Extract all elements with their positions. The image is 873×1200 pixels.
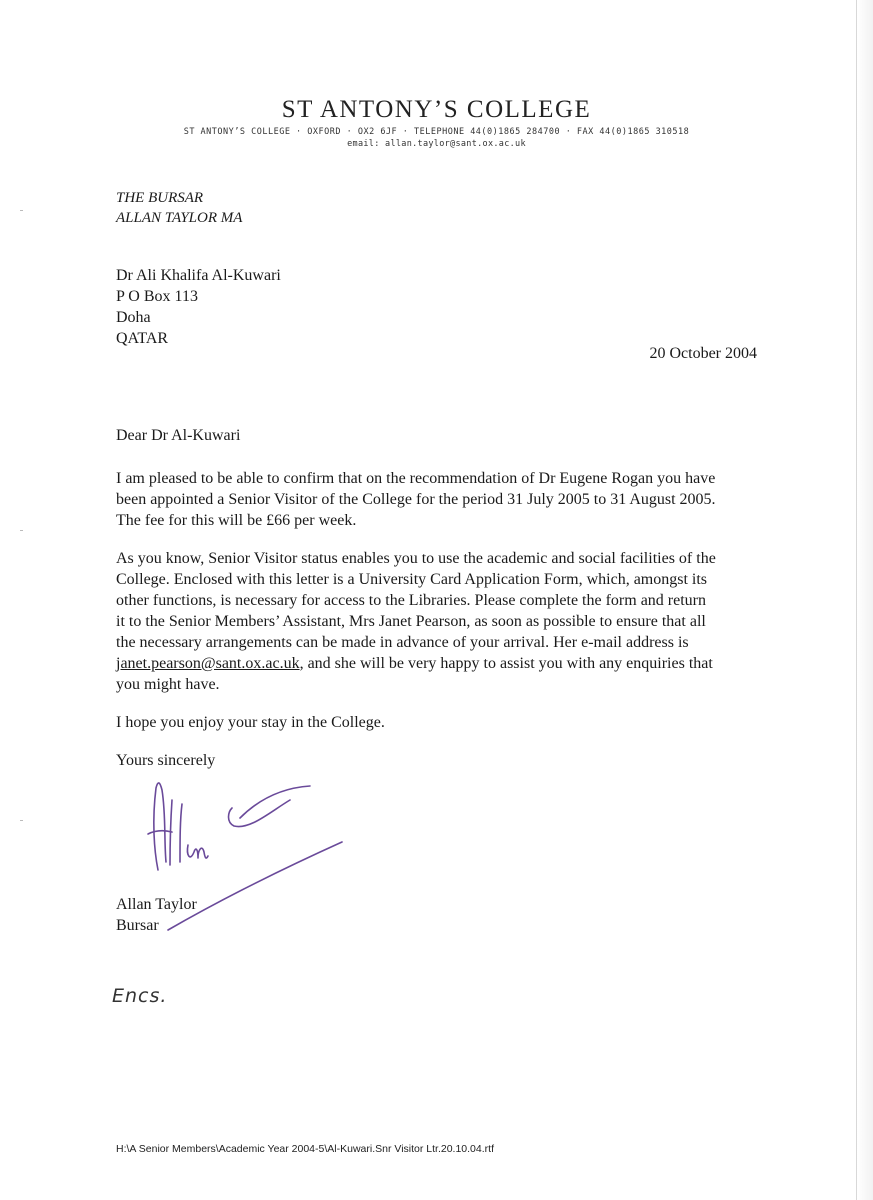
body-line: As you know, Senior Visitor status enables you to use the academic and social facilities of the — [116, 550, 716, 567]
body-line: College. Enclosed with this letter is a University Card Application Form, which, amongst its — [116, 571, 708, 588]
footer-file-path: H:\A Senior Members\Academic Year 2004-5\Al-Kuwari.Snr Visitor Ltr.20.10.04.rtf — [116, 1143, 494, 1155]
body-line: the necessary arrangements can be made in advance of your arrival. Her e-mail address is — [116, 634, 689, 651]
sender-name: ALLAN TAYLOR MA — [116, 210, 243, 226]
body-line-with-link — [116, 653, 759, 674]
body-line: been appointed a Senior Visitor of the College for the period 31 July 2005 to 31 August 2005. — [116, 491, 716, 508]
signatory-block — [116, 894, 197, 936]
letterhead-title: ST ANTONY’S COLLEGE — [281, 96, 592, 123]
letter-date: 20 October 2004 — [649, 345, 757, 362]
recipient-line: Dr Ali Khalifa Al-Kuwari — [116, 267, 281, 284]
scan-mark — [20, 210, 23, 211]
salutation: Dear Dr Al-Kuwari — [116, 427, 241, 444]
email-link[interactable]: janet.pearson@sant.ox.ac.uk — [116, 655, 300, 672]
signatory-title: Bursar — [116, 917, 159, 934]
body-paragraph-1 — [116, 468, 759, 531]
letterhead-address: ST ANTONY’S COLLEGE · OXFORD · OX2 6JF · TELEPHONE 44(0)1865 284700 · FAX 44(0)1865 310518 — [183, 127, 690, 137]
body-line: The fee for this will be £66 per week. — [116, 512, 357, 529]
body-paragraph-3: I hope you enjoy your stay in the College. — [116, 714, 385, 731]
recipient-line: P O Box 113 — [116, 288, 198, 305]
body-paragraph-2 — [116, 548, 759, 695]
recipient-line: QATAR — [116, 330, 169, 347]
closing: Yours sincerely — [116, 752, 216, 769]
body-line: other functions, is necessary for access to the Libraries. Please complete the form and return — [116, 592, 707, 609]
sender-block — [116, 188, 242, 228]
recipient-address — [116, 265, 281, 349]
body-line: it to the Senior Members’ Assistant, Mrs Janet Pearson, as soon as possible to ensure that all — [116, 613, 706, 630]
enclosures-note: Encs. — [112, 985, 168, 1007]
scan-mark — [20, 530, 23, 531]
body-line-tail: , and she will be very happy to assist you with any enquiries that — [299, 655, 713, 672]
recipient-line: Doha — [116, 309, 151, 326]
scan-mark — [20, 820, 23, 821]
signatory-name: Allan Taylor — [116, 896, 197, 913]
body-line: you might have. — [116, 676, 220, 693]
body-line: I am pleased to be able to confirm that on the recommendation of Dr Eugene Rogan you have — [116, 470, 716, 487]
sender-role: THE BURSAR — [116, 190, 204, 206]
letterhead-email: email: allan.taylor@sant.ox.ac.uk — [347, 139, 526, 149]
page-edge-line — [856, 0, 857, 1200]
page-edge-shadow — [857, 0, 873, 1200]
